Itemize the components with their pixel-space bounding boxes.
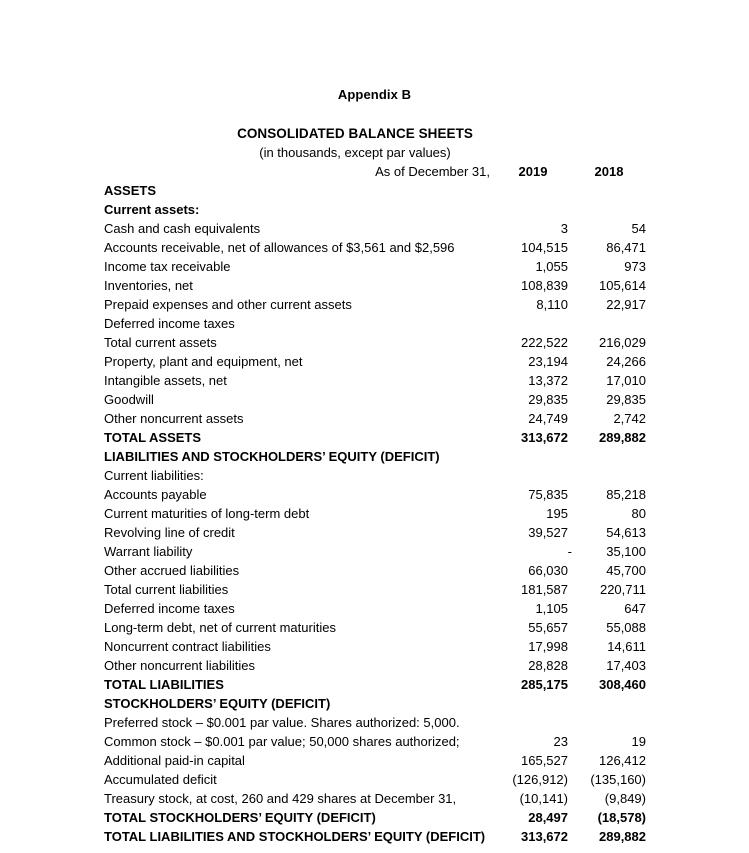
table-row (104, 542, 646, 561)
row-label: Other noncurrent liabilities (104, 658, 256, 673)
row-value-2019: 75,835 (528, 487, 568, 502)
date-label: As of December 31, (375, 164, 490, 179)
row-label: Cash and cash equivalents (104, 221, 261, 236)
row-value-2019: 108,839 (521, 278, 568, 293)
row-value-2018: 220,711 (599, 582, 646, 597)
row-value-2019 (498, 447, 572, 466)
row-value-2018 (572, 200, 646, 219)
row-value-2019 (498, 314, 572, 333)
row-value-2019 (498, 466, 572, 485)
document-title: CONSOLIDATED BALANCE SHEETS (237, 126, 473, 141)
table-row (104, 276, 646, 295)
row-value-2018 (572, 466, 646, 485)
row-value-2018: 17,403 (606, 658, 646, 673)
table-row (104, 352, 646, 371)
row-label: Income tax receivable (104, 259, 231, 274)
row-value-2018: 55,088 (606, 620, 646, 635)
row-value-2018: 24,266 (606, 354, 646, 369)
row-value-2018: 80 (631, 506, 646, 521)
row-label: Treasury stock, at cost, 260 and 429 shares at December 31, (104, 791, 457, 806)
table-row (104, 675, 646, 694)
row-value-2018: (135,160) (590, 772, 646, 787)
row-label: Current maturities of long-term debt (104, 506, 310, 521)
table-header-row (104, 162, 646, 181)
table-row (104, 409, 646, 428)
table-row (104, 561, 646, 580)
row-value-2019: 17,998 (528, 639, 568, 654)
row-value-2018: 19 (631, 734, 646, 749)
row-value-2018: 2,742 (613, 411, 646, 426)
column-header-2019: 2019 (518, 164, 548, 179)
row-value-2018: (18,578) (597, 810, 646, 825)
row-value-2018 (572, 694, 646, 713)
table-row (104, 789, 646, 808)
table-row (104, 732, 646, 751)
row-value-2019: 181,587 (521, 582, 568, 597)
row-value-2019: 66,030 (528, 563, 568, 578)
table-row (104, 827, 646, 846)
row-value-2019 (498, 694, 572, 713)
row-label: Additional paid-in capital (104, 753, 245, 768)
row-value-2018: 289,882 (599, 829, 646, 844)
row-value-2018: 647 (624, 601, 646, 616)
row-value-2018: 216,029 (599, 335, 646, 350)
row-value-2019: 13,372 (528, 373, 568, 388)
table-row (104, 181, 646, 200)
row-label: Intangible assets, net (104, 373, 227, 388)
row-label: Deferred income taxes (104, 601, 235, 616)
row-value-2019: 23,194 (528, 354, 568, 369)
table-row (104, 656, 646, 675)
table-row (104, 314, 646, 333)
row-value-2019: 195 (546, 506, 568, 521)
row-label: Preferred stock – $0.001 par value. Shares authorized: 5,000. (104, 715, 460, 730)
row-value-2019: 313,672 (521, 829, 568, 844)
row-value-2018: 14,611 (607, 639, 646, 654)
row-value-2019: 28,828 (528, 658, 568, 673)
row-label: Other accrued liabilities (104, 563, 240, 578)
row-label: Total current assets (104, 335, 217, 350)
row-value-2019: 24,749 (528, 411, 568, 426)
row-value-2019: - (567, 544, 572, 559)
row-label: Accounts receivable, net of allowances of $3,561 and $2,596 (104, 240, 455, 255)
row-label: Current assets: (104, 202, 200, 217)
row-label: Common stock – $0.001 par value; 50,000 shares authorized; (104, 734, 460, 749)
balance-sheet-table (104, 162, 646, 846)
row-value-2019: 313,672 (521, 430, 568, 445)
table-row (104, 713, 646, 732)
row-value-2019: (126,912) (512, 772, 568, 787)
row-value-2019: 285,175 (521, 677, 568, 692)
table-row (104, 751, 646, 770)
row-label: STOCKHOLDERS’ EQUITY (DEFICIT) (104, 696, 331, 711)
row-value-2018 (572, 181, 646, 200)
table-row (104, 770, 646, 789)
row-label: Revolving line of credit (104, 525, 235, 540)
row-value-2019 (498, 200, 572, 219)
table-row (104, 808, 646, 827)
row-value-2019: 1,105 (535, 601, 568, 616)
row-value-2019 (498, 181, 572, 200)
row-value-2019: 28,497 (528, 810, 568, 825)
row-value-2018 (572, 447, 646, 466)
table-body (104, 162, 646, 846)
column-header-2018: 2018 (594, 164, 624, 179)
row-label: TOTAL LIABILITIES AND STOCKHOLDERS’ EQUITY (DEFICIT) (104, 829, 486, 844)
row-label: Warrant liability (104, 544, 193, 559)
row-value-2018: 86,471 (606, 240, 646, 255)
table-row (104, 200, 646, 219)
row-label: Deferred income taxes (104, 316, 235, 331)
row-value-2018: 54,613 (606, 525, 646, 540)
row-label: Property, plant and equipment, net (104, 354, 303, 369)
row-value-2018: 105,614 (599, 278, 646, 293)
row-value-2019: 222,522 (521, 335, 568, 350)
table-row (104, 504, 646, 523)
row-value-2018: 22,917 (606, 297, 646, 312)
row-value-2018: 85,218 (606, 487, 646, 502)
table-row (104, 371, 646, 390)
table-row (104, 428, 646, 447)
table-row (104, 447, 646, 466)
row-label: Noncurrent contract liabilities (104, 639, 271, 654)
row-label: LIABILITIES AND STOCKHOLDERS’ EQUITY (DEFICIT) (104, 449, 440, 464)
row-label: Prepaid expenses and other current assets (104, 297, 352, 312)
document-subtitle: (in thousands, except par values) (259, 145, 451, 160)
row-label: Other noncurrent assets (104, 411, 244, 426)
row-value-2019: 8,110 (536, 297, 568, 312)
row-value-2018 (572, 713, 646, 732)
table-row (104, 238, 646, 257)
row-value-2018: 17,010 (606, 373, 646, 388)
row-label: Inventories, net (104, 278, 193, 293)
table-row (104, 390, 646, 409)
row-value-2019: 23 (553, 734, 568, 749)
row-label: Current liabilities: (104, 468, 204, 483)
table-row (104, 257, 646, 276)
row-value-2018: 973 (624, 259, 646, 274)
row-label: TOTAL ASSETS (104, 430, 202, 445)
table-row (104, 485, 646, 504)
table-row (104, 580, 646, 599)
row-value-2018: 54 (631, 221, 646, 236)
row-label: TOTAL LIABILITIES (104, 677, 224, 692)
row-label: Goodwill (104, 392, 154, 407)
appendix-title: Appendix B (337, 87, 412, 102)
table-row (104, 637, 646, 656)
row-value-2018: 308,460 (599, 677, 646, 692)
row-label: ASSETS (104, 183, 157, 198)
row-value-2018: 45,700 (606, 563, 646, 578)
table-row (104, 466, 646, 485)
row-value-2019: 55,657 (528, 620, 568, 635)
row-label: Accounts payable (104, 487, 207, 502)
table-row (104, 523, 646, 542)
row-value-2019: 3 (560, 221, 568, 236)
row-value-2018: 35,100 (606, 544, 646, 559)
row-value-2019 (498, 713, 572, 732)
row-value-2018: (9,849) (604, 791, 646, 806)
table-row (104, 618, 646, 637)
row-value-2019: 39,527 (528, 525, 568, 540)
table-row (104, 599, 646, 618)
row-value-2019: (10,141) (519, 791, 568, 806)
row-value-2019: 165,527 (521, 753, 568, 768)
balance-sheet (104, 124, 646, 846)
row-label: Total current liabilities (104, 582, 229, 597)
table-row (104, 295, 646, 314)
row-value-2019: 29,835 (528, 392, 568, 407)
row-label: TOTAL STOCKHOLDERS’ EQUITY (DEFICIT) (104, 810, 376, 825)
row-value-2018: 126,412 (599, 753, 646, 768)
table-row (104, 333, 646, 352)
row-value-2018 (572, 314, 646, 333)
row-value-2018: 289,882 (599, 430, 646, 445)
row-value-2018: 29,835 (606, 392, 646, 407)
table-row (104, 694, 646, 713)
row-value-2019: 1,055 (535, 259, 568, 274)
row-value-2019: 104,515 (521, 240, 568, 255)
row-label: Long-term debt, net of current maturities (104, 620, 336, 635)
table-row (104, 219, 646, 238)
row-label: Accumulated deficit (104, 772, 217, 787)
